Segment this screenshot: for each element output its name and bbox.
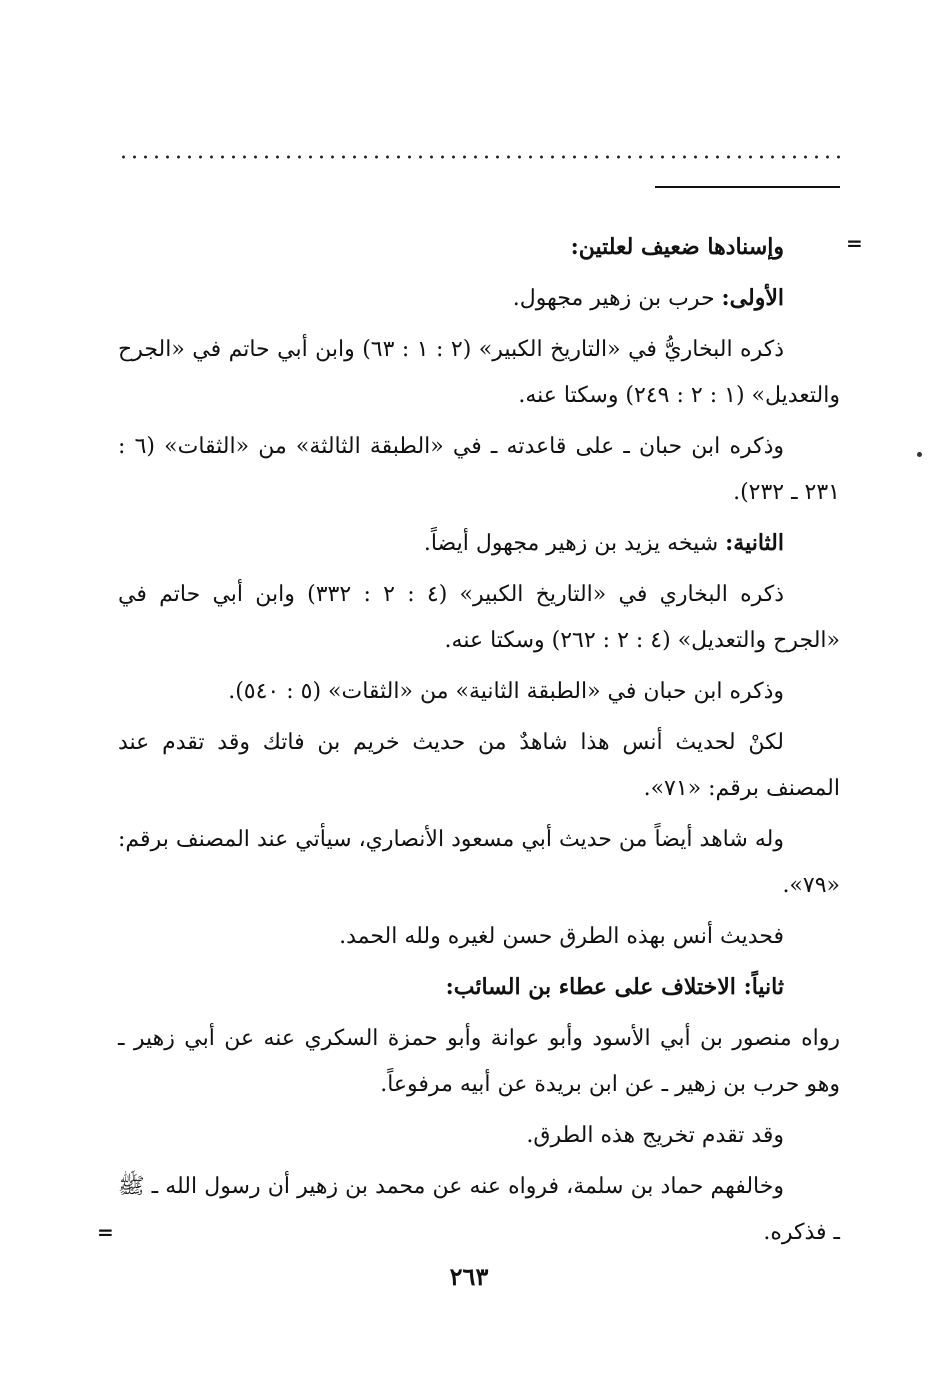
paragraph-heading: وإسنادها ضعيف لعلتين: xyxy=(570,234,784,260)
paragraph-body: وله شاهد أيضاً من حديث أبي مسعود الأنصاري، سيأتي عند المصنف برقم: «٧٩». xyxy=(118,827,840,898)
paragraph xyxy=(118,326,840,419)
paragraph-body: وذكره ابن حبان ـ على قاعدته ـ في «الطبقة الثالثة» من «الثقات» (٦ : ٢٣١ ـ ٢٣٢). xyxy=(118,434,840,505)
footnote-rule xyxy=(655,186,840,188)
paragraph xyxy=(118,571,840,664)
paragraph-heading: الأولى: xyxy=(721,285,784,311)
paragraph xyxy=(118,1015,840,1108)
page-number: ٢٦٣ xyxy=(449,1262,489,1291)
paragraph xyxy=(118,224,840,271)
paragraph xyxy=(118,1163,840,1256)
continuation-mark-bottom: = xyxy=(97,1220,114,1244)
paragraph-body: ذكره البخاري في «التاريخ الكبير» (٤ : ٢ : ٣٣٢) وابن أبي حاتم في «الجرح والتعديل» (٤ : ٢ : ٢٦٢) وسكتا عنه. xyxy=(118,582,840,653)
paragraph-body: ذكره البخاريُّ في «التاريخ الكبير» (٢ : ١ : ٦٣) وابن أبي حاتم في «الجرح والتعديل» (١ : ٢ : ٢٤٩) وسكتا عنه. xyxy=(118,337,840,408)
paragraph xyxy=(118,719,840,812)
paragraph-body: لكنْ لحديث أنس هذا شاهدٌ من حديث خريم بن فاتك وقد تقدم عند المصنف برقم: «٧١». xyxy=(118,730,840,801)
paragraph-body: حرب بن زهير مجهول. xyxy=(512,286,722,311)
footnote-text xyxy=(118,224,840,1260)
paragraph xyxy=(118,913,840,960)
paragraph xyxy=(118,275,840,322)
paragraph-body: شيخه يزيد بن زهير مجهول أيضاً. xyxy=(423,531,726,556)
dotted-separator xyxy=(118,150,840,164)
paragraph xyxy=(118,816,840,909)
margin-dot xyxy=(917,452,922,457)
paragraph-heading: ثانياً: الاختلاف على عطاء بن السائب: xyxy=(445,974,784,1000)
paragraph xyxy=(118,520,840,567)
paragraph-body: وقد تقدم تخريج هذه الطرق. xyxy=(526,1123,784,1148)
paragraph-body: فحديث أنس بهذه الطرق حسن لغيره ولله الحمد. xyxy=(339,924,784,949)
paragraph-body: وذكره ابن حبان في «الطبقة الثانية» من «الثقات» (٥ : ٥٤٠). xyxy=(228,679,784,704)
paragraph xyxy=(118,668,840,715)
paragraph-body: رواه منصور بن أبي الأسود وأبو عوانة وأبو حمزة السكري عنه عن أبي زهير ـ وهو حرب بن زهير ـ عن ابن بريدة عن أبيه مرفوعاً. xyxy=(118,1026,840,1097)
paragraph-heading: الثانية: xyxy=(725,530,784,556)
paragraph-body: وخالفهم حماد بن سلمة، فرواه عنه عن محمد بن زهير أن رسول الله ـ ﷺ ـ فذكره. xyxy=(118,1174,840,1245)
paragraph xyxy=(118,423,840,516)
paragraph xyxy=(118,1112,840,1159)
paragraph xyxy=(118,964,840,1011)
continuation-mark-top: = xyxy=(846,231,863,255)
